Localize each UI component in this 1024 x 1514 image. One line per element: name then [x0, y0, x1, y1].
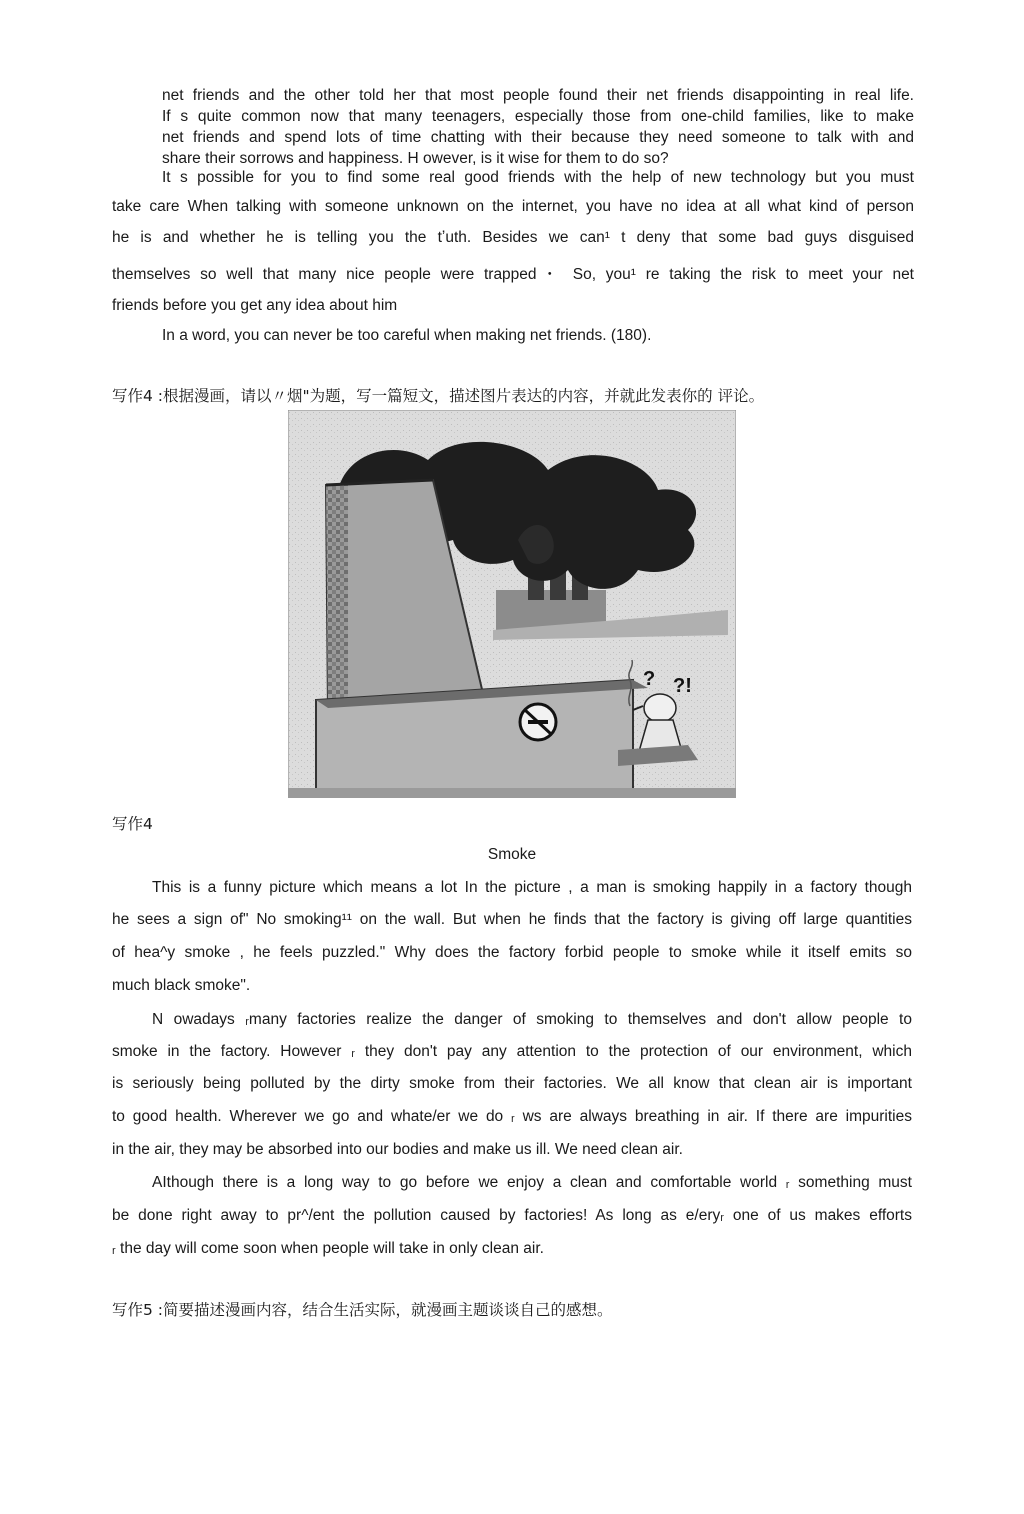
text-line: AIthough there is a long way to go before we enjoy a clean and comfortable world ᵣ something must: [152, 1174, 912, 1191]
text-line: is seriously being polluted by the dirty smoke from their factories. We all know that clean air is important: [112, 1075, 912, 1092]
continuation-paragraph: [162, 85, 914, 169]
text-line: It s possible for you to find some real good friends with the help of new technology but you must: [162, 169, 914, 186]
text-line: friends before you get any idea about him: [112, 297, 398, 314]
text-line: in the air, they may be absorbed into our bodies and make us ill. We need clean air.: [112, 1141, 683, 1158]
cartoon-image: [288, 410, 736, 798]
text-line: net friends and the other told her that most people found their net friends disappointing in real life.: [162, 87, 914, 104]
cartoon-question-mark: ?: [643, 668, 656, 690]
text-line: of hea^y smoke , he feels puzzled." Why does the factory forbid people to smoke while it itself emits so: [112, 944, 912, 961]
text-line: net friends and spend lots of time chatting with their because they need someone to talk with and: [162, 129, 914, 146]
essay-title: Smoke: [487, 846, 537, 863]
text-line: share their sorrows and happiness. H owever, is it wise for them to do so?: [162, 150, 669, 167]
text-line: he is and whether he is telling you the tʼuth. Besides we can¹ t deny that some bad guys disguised: [112, 229, 914, 246]
text-line: This is a funny picture which means a lot In the picture , a man is smoking happily in a factory though: [152, 879, 912, 896]
text-line: he sees a sign of" No smoking¹¹ on the wall. But when he finds that the factory is giving off large quantities: [112, 911, 912, 928]
text-line: smoke in the factory. However ᵣ they don't pay any attention to the protection of our environment, which: [112, 1043, 912, 1060]
text-line: N owadays ᵣmany factories realize the danger of smoking to themselves and don't allow people to: [152, 1011, 912, 1028]
task4-prompt: 写作4 :根据漫画，请以〃烟"为题，写一篇短文，描述图片表达的内容，并就此发表你的 评论。: [112, 387, 765, 405]
text-line: themselves so well that many nice people were trapped・ So, you¹ re taking the risk to meet your net: [112, 266, 914, 283]
text-line: be done right away to pr^/ent the pollution caused by factories! As long as e/eryᵣ one of us makes efforts: [112, 1207, 912, 1224]
text-line: to good health. Wherever we go and whate/er we do ᵣ ws are always breathing in air. If there are impurities: [112, 1108, 912, 1125]
text-line: If s quite common now that many teenagers, especially those from one-child families, like to make: [162, 108, 914, 125]
text-line: take care When talking with someone unknown on the internet, you have no idea at all what kind of person: [112, 198, 914, 215]
task5-prompt: 写作5 :简要描述漫画内容，结合生活实际，就漫画主题谈谈自己的感想。: [112, 1301, 613, 1319]
text-line: much black smoke".: [112, 977, 251, 994]
conclusion-line: In a word, you can never be too careful when making net friends. (180).: [162, 327, 652, 344]
factory-smoke-cartoon: [288, 410, 736, 798]
task4-label: 写作4: [112, 815, 153, 833]
text-line: ᵣ the day will come soon when people will take in only clean air.: [112, 1240, 544, 1257]
cartoon-exclamation: ?!: [673, 675, 692, 697]
